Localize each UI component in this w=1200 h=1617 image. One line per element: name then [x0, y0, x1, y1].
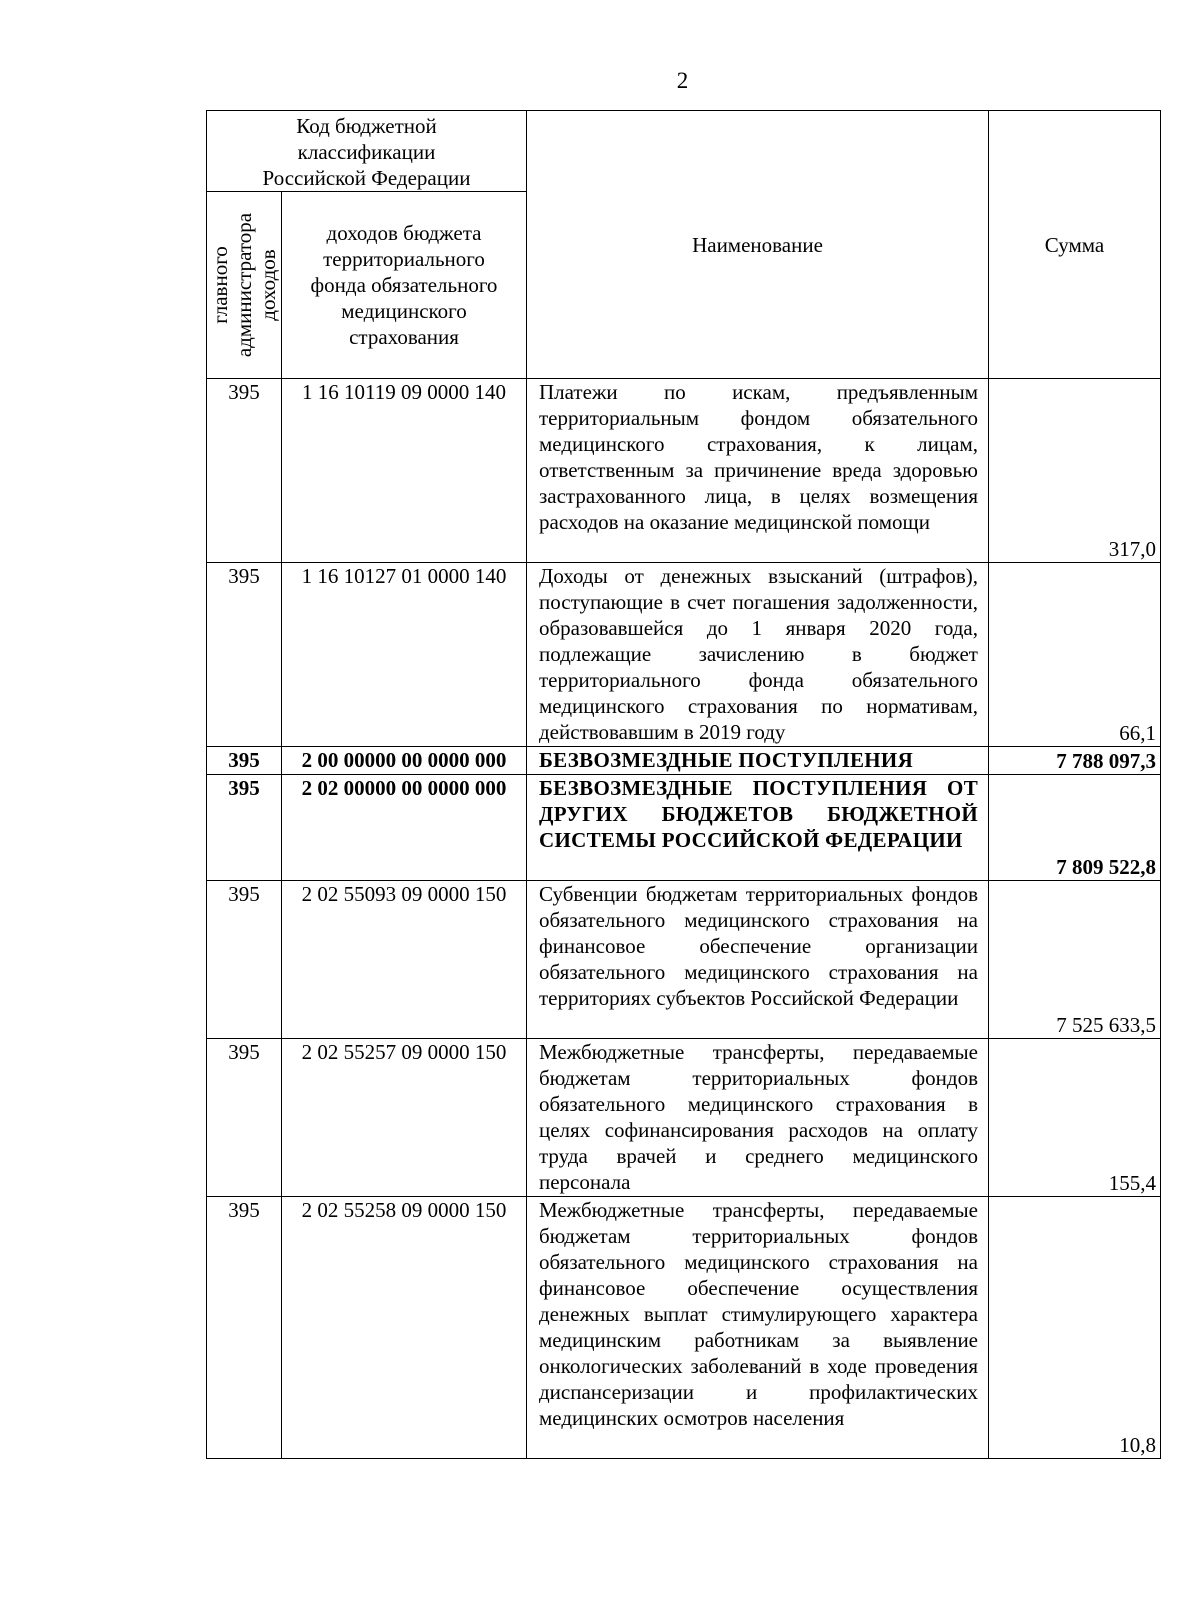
page-number: 2 — [676, 68, 689, 93]
income-sum: 155,4 — [989, 1039, 1161, 1197]
header-admin: главного администратора доходов — [207, 192, 282, 379]
admin-code: 395 — [207, 1197, 282, 1459]
income-code: 2 02 55257 09 0000 150 — [282, 1039, 527, 1197]
table-row — [207, 563, 1161, 747]
admin-code: 395 — [207, 747, 282, 775]
admin-code: 395 — [207, 775, 282, 881]
budget-table — [206, 110, 1161, 1459]
table-row — [207, 1039, 1161, 1197]
admin-code: 395 — [207, 1039, 282, 1197]
income-code: 2 02 00000 00 0000 000 — [282, 775, 527, 881]
income-code: 1 16 10127 01 0000 140 — [282, 563, 527, 747]
table-row — [207, 747, 1161, 775]
income-name: Межбюджетные трансферты, передаваемые бюджетам территориальных фондов обязательного медицинского страхования на финансовое обеспечение осуществления денежных выплат стимулирующего характера медицинским работникам за выявление онкологических заболеваний в ходе проведения диспансеризации и профилактических медицинских осмотров населения — [527, 1197, 989, 1459]
income-name: Межбюджетные трансферты, передаваемые бюджетам территориальных фондов обязательного медицинского страхования в целях софинансирования расходов на оплату труда врачей и среднего медицинского персонала — [527, 1039, 989, 1197]
header-code-group: Код бюджетной классификации Российской Федерации — [207, 111, 527, 192]
income-sum: 66,1 — [989, 563, 1161, 747]
header-name: Наименование — [527, 111, 989, 379]
income-name: Платежи по искам, предъявленным территориальным фондом обязательного медицинского страхования, к лицам, ответственным за причинение вреда здоровью застрахованного лица, в целях возмещения расходов на оказание медицинской помощи — [527, 379, 989, 563]
income-name: БЕЗВОЗМЕЗДНЫЕ ПОСТУПЛЕНИЯ — [527, 747, 989, 775]
income-code: 1 16 10119 09 0000 140 — [282, 379, 527, 563]
admin-code: 395 — [207, 563, 282, 747]
table-row — [207, 1197, 1161, 1459]
income-code: 2 02 55258 09 0000 150 — [282, 1197, 527, 1459]
table-row — [207, 379, 1161, 563]
admin-code: 395 — [207, 881, 282, 1039]
income-code: 2 00 00000 00 0000 000 — [282, 747, 527, 775]
table-row — [207, 881, 1161, 1039]
income-name: Доходы от денежных взысканий (штрафов), поступающие в счет погашения задолженности, образовавшейся до 1 января 2020 года, подлежащие зачислению в бюджет территориального фонда обязательного медицинского страхования по нормативам, действовавшим в 2019 году — [527, 563, 989, 747]
table-row — [207, 775, 1161, 881]
income-sum: 7 809 522,8 — [989, 775, 1161, 881]
header-sum: Сумма — [989, 111, 1161, 379]
income-name: Субвенции бюджетам территориальных фондов обязательного медицинского страхования на финансовое обеспечение организации обязательного медицинского страхования на территориях субъектов Российской Федерации — [527, 881, 989, 1039]
income-sum: 10,8 — [989, 1197, 1161, 1459]
income-sum: 7 788 097,3 — [989, 747, 1161, 775]
header-income: доходов бюджета территориального фонда обязательного медицинского страхования — [282, 192, 527, 379]
income-code: 2 02 55093 09 0000 150 — [282, 881, 527, 1039]
income-sum: 7 525 633,5 — [989, 881, 1161, 1039]
income-name: БЕЗВОЗМЕЗДНЫЕ ПОСТУПЛЕНИЯ ОТ ДРУГИХ БЮДЖЕТОВ БЮДЖЕТНОЙ СИСТЕМЫ РОССИЙСКОЙ ФЕДЕРАЦИИ — [527, 775, 989, 881]
admin-code: 395 — [207, 379, 282, 563]
income-sum: 317,0 — [989, 379, 1161, 563]
